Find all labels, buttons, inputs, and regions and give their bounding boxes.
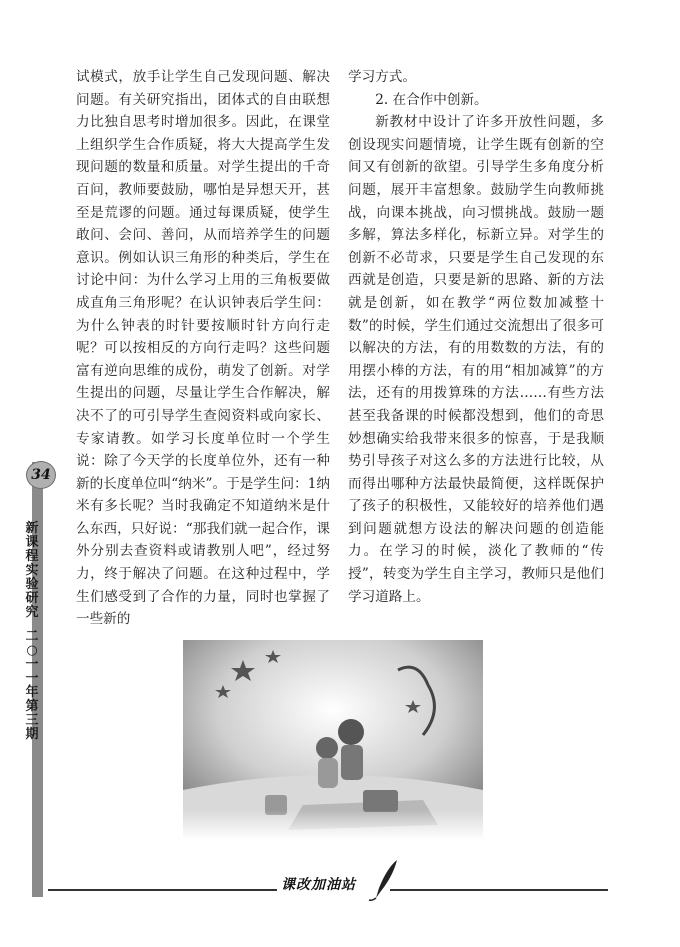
right-column	[348, 66, 604, 608]
left-column	[76, 66, 330, 631]
section-paragraph: 新教材中设计了许多开放性问题，多创设现实问题情境，让学生既有创新的空间又有创新的欲望。引导学生多角度分析问题，展开丰富想象。鼓励学生向教师挑战，向课本挑战，向习惯挑战。鼓励一题多解，算法多样化，标新立异。对学生的创新不必苛求，只要是学生自己发现的东西就是创造，只要是新的思路、新的方法就是创新，如在教学“两位数加减整十数”的时候，学生们通过交流想出了很多可以解决的方法，有的用数数的方法，有的用摆小棒的方法，有的用“相加减算”的方法，还有的用拨算珠的方法……有些方法甚至我备课的时候都没想到，他们的奇思妙想确实给我带来很多的惊喜，于是我顺势引导孩子对这么多的方法进行比较，从而得出哪种方法最快最简便，这样既保护了孩子的积极性，又能较好的培养他们遇到问题就想方设法的解决问题的创造能力。在学习的时候，淡化了教师的“传授”，转变为学生自主学习，教师只是他们学习道路上。	[348, 114, 604, 605]
journal-issue: 二○一一年 第三期	[25, 629, 39, 742]
continuation-text: 学习方式。	[348, 69, 416, 85]
journal-info	[24, 522, 40, 742]
footer-column-name: 课改加油站	[277, 874, 390, 894]
section-heading: 2. 在合作中创新。	[375, 91, 488, 108]
couple-picnic-illustration	[183, 640, 483, 840]
left-column-text: 试模式，放手让学生自己发现问题、解决问题。有关研究指出，团体式的自由联想力比独自思考时增加很多。因此，在课堂上组织学生合作质疑，将大大提高学生发现问题的数量和质量。对学生提出的千奇百问，教师要鼓励，哪怕是异想天开，甚至是荒谬的问题。通过每课质疑，使学生敢问、会问、善问，从而培养学生的问题意识。例如认识三角形的种类后，学生在讨论中问：为什么学习上用的三角板要做成直角三角形呢？在认识钟表后学生问：为什么钟表的时针要按顺时针方向行走呢？可以按相反的方向行走吗？这些问题富有逆向思维的成份，萌发了创新。对学生提出的问题，尽量让学生合作解决，解决不了的可引导学生查阅资料或向家长、专家请教。如学习长度单位时一个学生说：除了今天学的长度单位外，还有一种新的长度单位叫“纳米”。于是学生问：1纳米有多长呢？当时我确定不知道纳米是什么东西，只好说：“那我们就一起合作，课外分别去查资料或请教别人吧”，经过努力，终于解决了问题。在这种过程中，学生们感受到了合作的力量，同时也掌握了一些新的	[76, 69, 330, 628]
page-number: 34	[26, 461, 56, 489]
quill-pen-icon	[367, 858, 401, 902]
journal-name: 新课程实验研究	[25, 521, 39, 620]
